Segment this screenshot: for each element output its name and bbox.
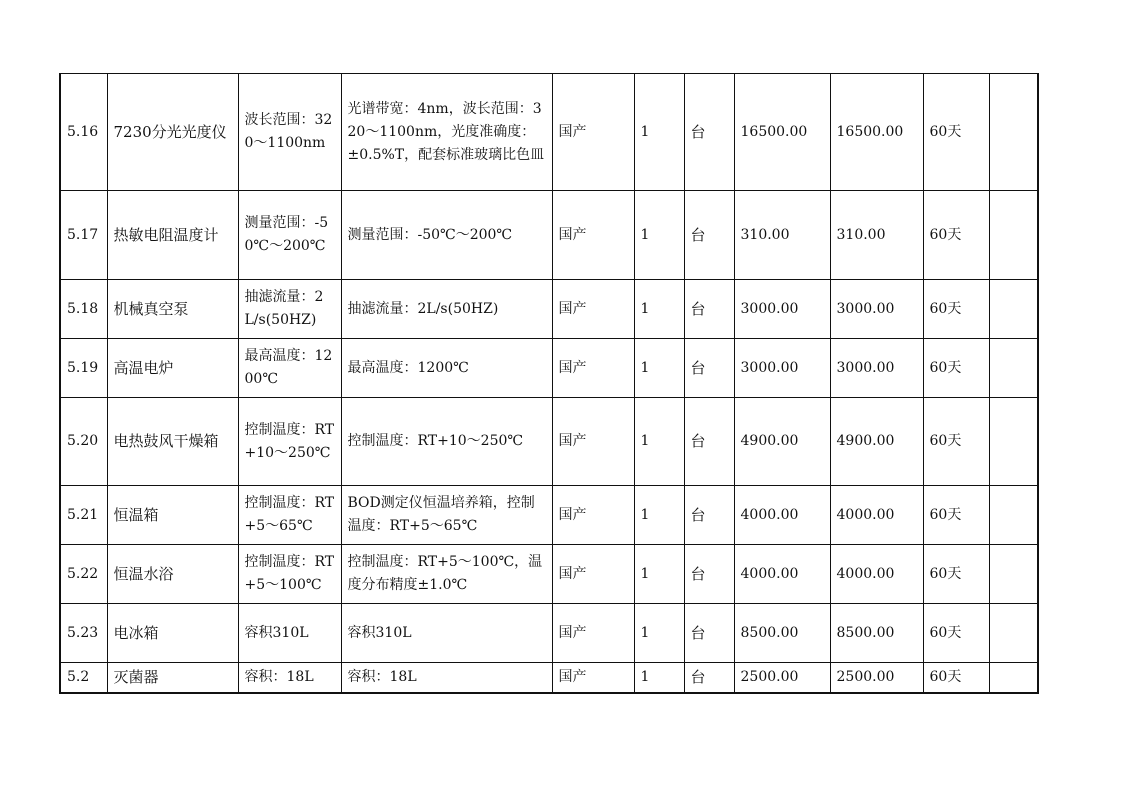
item-number: 5.16	[60, 74, 107, 191]
item-origin: 国产	[552, 280, 634, 339]
item-unit-price: 16500.00	[734, 74, 830, 191]
item-remark	[989, 280, 1038, 339]
item-range: 容积310L	[238, 604, 341, 663]
item-remark	[989, 398, 1038, 486]
item-total: 16500.00	[830, 74, 923, 191]
item-total: 2500.00	[830, 663, 923, 693]
item-remark	[989, 486, 1038, 545]
item-unit-price: 8500.00	[734, 604, 830, 663]
item-delivery: 60天	[923, 280, 989, 339]
item-spec: BOD测定仪恒温培养箱，控制温度：RT+5～65℃	[341, 486, 552, 545]
item-number: 5.23	[60, 604, 107, 663]
item-number: 5.19	[60, 339, 107, 398]
table-row	[60, 280, 1038, 339]
item-spec: 控制温度：RT+5～100℃，温度分布精度±1.0℃	[341, 545, 552, 604]
item-total: 310.00	[830, 191, 923, 280]
item-unit-price: 310.00	[734, 191, 830, 280]
item-unit-price: 3000.00	[734, 280, 830, 339]
item-quantity: 1	[634, 486, 684, 545]
table-row	[60, 74, 1038, 191]
item-number: 5.22	[60, 545, 107, 604]
item-spec: 最高温度：1200℃	[341, 339, 552, 398]
item-origin: 国产	[552, 663, 634, 693]
table-row	[60, 398, 1038, 486]
item-name: 电冰箱	[107, 604, 238, 663]
item-name: 高温电炉	[107, 339, 238, 398]
item-range: 控制温度：RT+5～65℃	[238, 486, 341, 545]
item-remark	[989, 74, 1038, 191]
item-number: 5.2	[60, 663, 107, 693]
item-remark	[989, 191, 1038, 280]
item-name: 灭菌器	[107, 663, 238, 693]
item-unit-price: 4900.00	[734, 398, 830, 486]
item-quantity: 1	[634, 339, 684, 398]
item-unit-price: 4000.00	[734, 545, 830, 604]
item-unit: 台	[684, 545, 734, 604]
item-spec: 容积：18L	[341, 663, 552, 693]
item-quantity: 1	[634, 74, 684, 191]
item-range: 最高温度：1200℃	[238, 339, 341, 398]
item-total: 3000.00	[830, 339, 923, 398]
table-row	[60, 604, 1038, 663]
item-name: 恒温箱	[107, 486, 238, 545]
item-total: 8500.00	[830, 604, 923, 663]
item-number: 5.18	[60, 280, 107, 339]
item-total: 4000.00	[830, 486, 923, 545]
item-quantity: 1	[634, 191, 684, 280]
item-origin: 国产	[552, 545, 634, 604]
item-origin: 国产	[552, 486, 634, 545]
item-quantity: 1	[634, 663, 684, 693]
item-number: 5.21	[60, 486, 107, 545]
item-range: 控制温度：RT+10～250℃	[238, 398, 341, 486]
item-range: 容积：18L	[238, 663, 341, 693]
item-quantity: 1	[634, 604, 684, 663]
item-quantity: 1	[634, 398, 684, 486]
item-total: 3000.00	[830, 280, 923, 339]
item-delivery: 60天	[923, 398, 989, 486]
item-unit: 台	[684, 486, 734, 545]
table-row	[60, 191, 1038, 280]
item-remark	[989, 339, 1038, 398]
item-range: 测量范围：-50℃～200℃	[238, 191, 341, 280]
item-unit-price: 3000.00	[734, 339, 830, 398]
item-delivery: 60天	[923, 74, 989, 191]
item-name: 恒温水浴	[107, 545, 238, 604]
table-row	[60, 486, 1038, 545]
item-delivery: 60天	[923, 663, 989, 693]
item-remark	[989, 663, 1038, 693]
item-remark	[989, 604, 1038, 663]
item-origin: 国产	[552, 74, 634, 191]
item-delivery: 60天	[923, 604, 989, 663]
item-spec: 测量范围：-50℃～200℃	[341, 191, 552, 280]
item-range: 控制温度：RT+5～100℃	[238, 545, 341, 604]
item-name: 热敏电阻温度计	[107, 191, 238, 280]
item-spec: 光谱带宽：4nm，波长范围：320～1100nm，光度准确度：±0.5%T，配套标准玻璃比色皿	[341, 74, 552, 191]
item-origin: 国产	[552, 604, 634, 663]
item-name: 机械真空泵	[107, 280, 238, 339]
item-unit: 台	[684, 280, 734, 339]
table-row	[60, 545, 1038, 604]
item-unit: 台	[684, 398, 734, 486]
item-origin: 国产	[552, 191, 634, 280]
item-range: 波长范围：320～1100nm	[238, 74, 341, 191]
item-range: 抽滤流量：2L/s(50HZ)	[238, 280, 341, 339]
table-row	[60, 339, 1038, 398]
item-delivery: 60天	[923, 486, 989, 545]
item-unit-price: 2500.00	[734, 663, 830, 693]
item-remark	[989, 545, 1038, 604]
item-unit-price: 4000.00	[734, 486, 830, 545]
item-unit: 台	[684, 339, 734, 398]
item-unit: 台	[684, 663, 734, 693]
item-total: 4900.00	[830, 398, 923, 486]
item-unit: 台	[684, 604, 734, 663]
item-spec: 控制温度：RT+10～250℃	[341, 398, 552, 486]
equipment-table	[59, 73, 1039, 694]
item-delivery: 60天	[923, 545, 989, 604]
table-row	[60, 663, 1038, 693]
item-name: 7230分光光度仪	[107, 74, 238, 191]
item-origin: 国产	[552, 339, 634, 398]
item-delivery: 60天	[923, 339, 989, 398]
item-quantity: 1	[634, 545, 684, 604]
item-number: 5.17	[60, 191, 107, 280]
item-spec: 容积310L	[341, 604, 552, 663]
item-unit: 台	[684, 74, 734, 191]
item-name: 电热鼓风干燥箱	[107, 398, 238, 486]
item-unit: 台	[684, 191, 734, 280]
item-number: 5.20	[60, 398, 107, 486]
item-delivery: 60天	[923, 191, 989, 280]
item-origin: 国产	[552, 398, 634, 486]
item-spec: 抽滤流量：2L/s(50HZ)	[341, 280, 552, 339]
item-quantity: 1	[634, 280, 684, 339]
item-total: 4000.00	[830, 545, 923, 604]
